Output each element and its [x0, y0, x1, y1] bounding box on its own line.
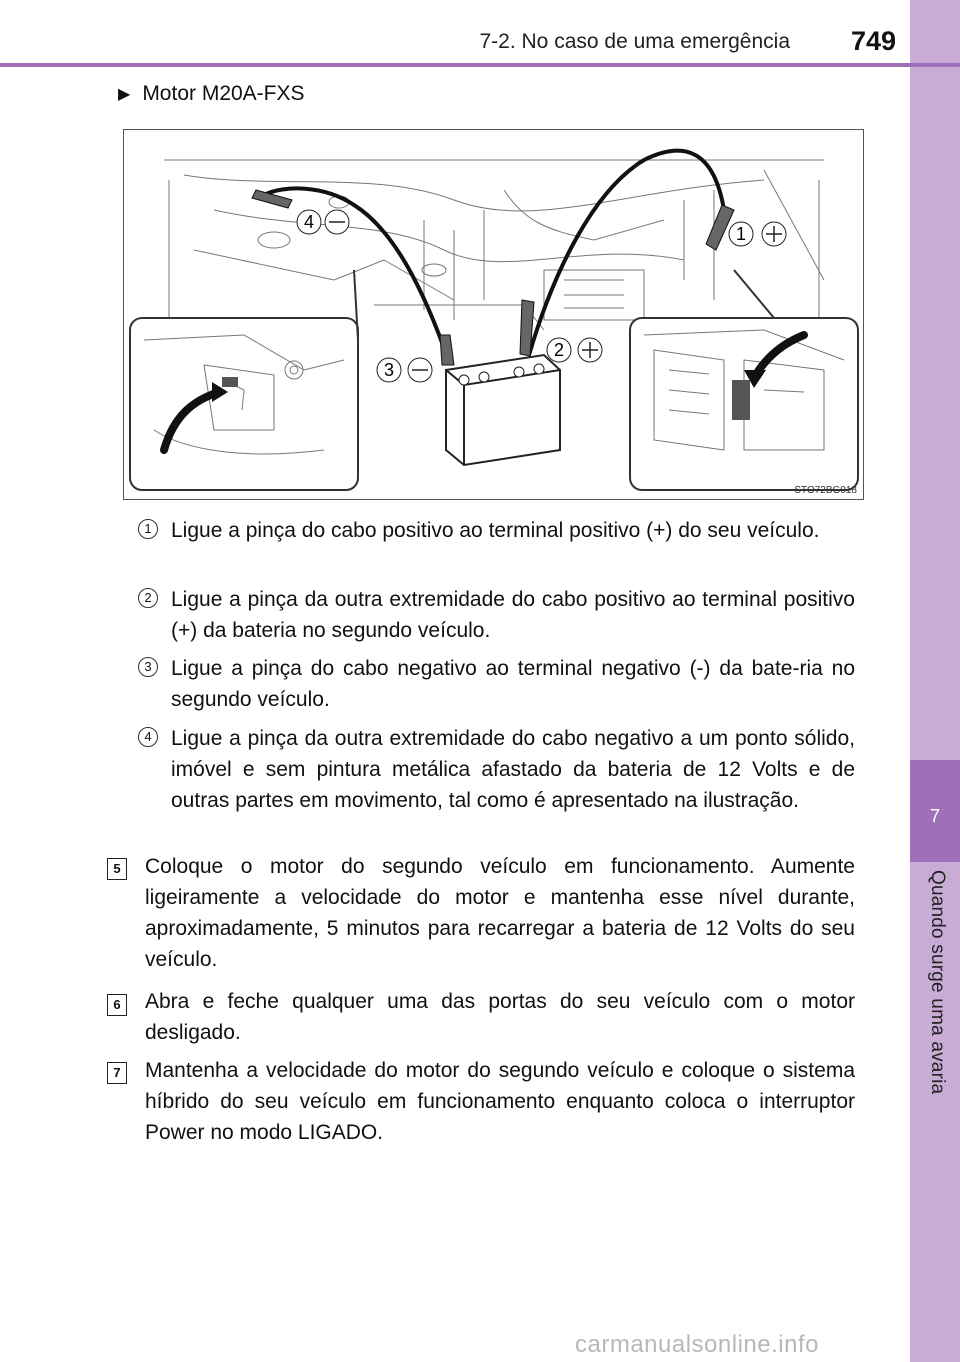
booster-battery — [446, 355, 560, 465]
callout-1: 1 — [735, 224, 747, 244]
running-header: 7-2. No caso de uma emergência — [479, 30, 790, 53]
step-text: Mantenha a velocidade do motor do segundo veículo e coloque o sistema híbrido do seu veículo em funcionamento enquanto coloca o interruptor Power no modo LIGADO. — [145, 1059, 855, 1144]
engine-bay-drawing — [124, 130, 863, 499]
callout-3: 3 — [383, 360, 395, 380]
step-number: 6 — [107, 994, 127, 1016]
chapter-number: 7 — [929, 806, 940, 826]
callout-4: 4 — [303, 212, 315, 232]
page-number: 749 — [850, 26, 896, 56]
step-text: Abra e feche qualquer uma das portas do seu veículo com o motor desligado. — [145, 990, 855, 1044]
chapter-tab-strip — [910, 0, 960, 1362]
step-number: 7 — [107, 1062, 127, 1084]
substep-text: Ligue a pinça do cabo positivo ao terminal positivo (+) do seu veículo. — [171, 519, 820, 542]
substep-text: Ligue a pinça da outra extremidade do cabo negativo a um ponto sólido, imóvel e sem pintura metálica afastado da bateria de 12 Volts e de outras partes em movimento, tal como é apresentado na ilustração. — [171, 727, 855, 812]
header-rule — [0, 63, 960, 67]
step-number: 5 — [107, 858, 127, 880]
jump-start-illustration — [123, 129, 864, 500]
substep-number: 2 — [138, 588, 158, 608]
watermark: carmanualsonline.info — [575, 1331, 819, 1358]
substep-text: Ligue a pinça da outra extremidade do cabo positivo ao terminal positivo (+) da bateria no segundo veículo. — [171, 588, 855, 642]
callout-2: 2 — [553, 340, 565, 360]
section-heading-text: Motor M20A-FXS — [142, 82, 305, 105]
triangle-bullet-icon: ▶ — [118, 86, 131, 103]
substep-number: 3 — [138, 657, 158, 677]
figure-code: STO72BG018 — [794, 485, 857, 496]
substep-text: Ligue a pinça do cabo negativo ao terminal negativo (-) da bate-ria no segundo veículo. — [171, 657, 855, 711]
right-inset-positive-terminal — [630, 318, 858, 490]
step-text: Coloque o motor do segundo veículo em funcionamento. Aumente ligeiramente a velocidade do motor e mantenha esse nível durante, aproximadamente, 5 minutos para recarregar a bateria de 12 Volts do seu veículo. — [145, 855, 855, 971]
chapter-title: Quando surge uma avaria — [927, 870, 948, 1095]
section-heading — [118, 82, 305, 106]
left-inset-ground-point — [130, 318, 358, 490]
substep-number: 1 — [138, 519, 158, 539]
substep-number: 4 — [138, 727, 158, 747]
